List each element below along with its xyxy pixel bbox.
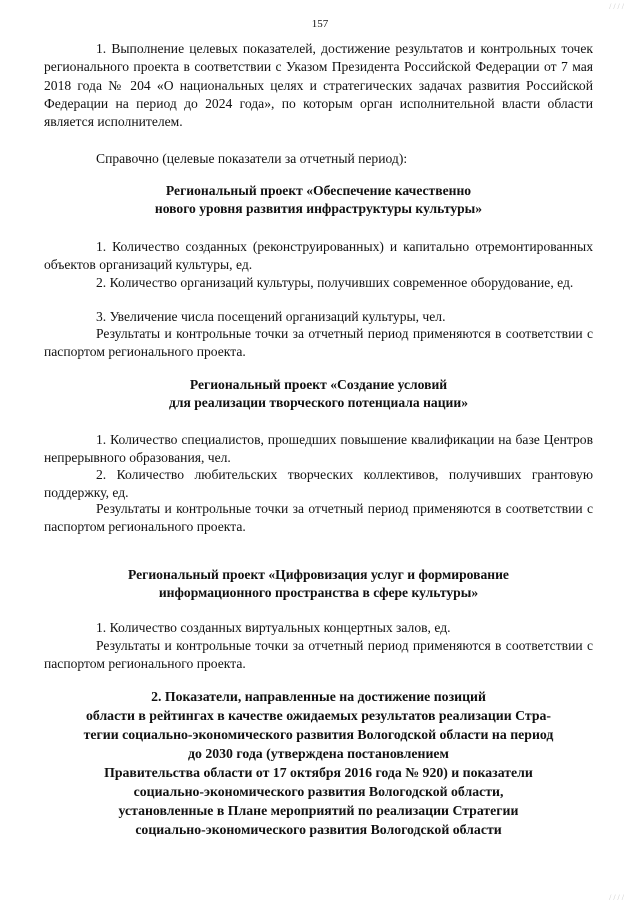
section3-heading: [44, 566, 593, 603]
section1-heading-line1: Региональный проект «Обеспечение качественно: [165, 183, 472, 198]
section4-heading-line5: Правительства области от 17 октября 2016 года № 920) и показатели: [104, 765, 533, 780]
section1-note: Результаты и контрольные точки за отчетный период применяются в соответствии с паспортом регионального проекта.: [44, 326, 593, 360]
section1-item-2: 2. Количество организаций культуры, получивших современное оборудование, ед.: [96, 275, 574, 290]
section4-heading-line6: социально-экономического развития Вологодской области,: [133, 784, 504, 799]
section2-heading: [44, 376, 593, 413]
section4-heading-line3: тегии социально-экономического развития Вологодской области на период: [83, 727, 554, 742]
section1-item-3: 3. Увеличение числа посещений организаций культуры, чел.: [96, 309, 446, 324]
section4-heading-line2: области в рейтингах в качестве ожидаемых результатов реализации Стра-: [85, 708, 552, 723]
section4-heading: [44, 687, 593, 839]
section3-heading-line2: информационного пространства в сфере культуры»: [158, 585, 479, 601]
section3-heading-line1: Региональный проект «Цифровизация услуг и формирование: [128, 567, 509, 582]
section2-heading-line2: для реализации творческого потенциала нации»: [168, 395, 469, 411]
reference-note: Справочно (целевые показатели за отчетный период):: [96, 151, 408, 166]
intro-paragraph: 1. Выполнение целевых показателей, достижение результатов и контрольных точек регионального проекта в соответствии с Указом Президента Российской Федерации от 7 мая 2018 года № 204 «О национальных целях и стратегических задачах развития Российской Федерации на период до 2024 года», по которым орган исполнительной власти области является исполнителем.: [44, 41, 593, 130]
section2-item-2: 2. Количество любительских творческих коллективов, получивших грантовую поддержку, ед.: [44, 467, 593, 501]
section4-heading-line1: 2. Показатели, направленные на достижение позиций: [151, 689, 486, 704]
section3-item-1: 1. Количество созданных виртуальных концертных залов, ед.: [96, 620, 451, 635]
section4-heading-line4: до 2030 года (утверждена постановлением: [188, 746, 449, 761]
section2-item-1: 1. Количество специалистов, прошедших повышение квалификации на базе Центров непрерывного образования, чел.: [44, 432, 593, 466]
section4-heading-line7: установленные в Плане мероприятий по реализации Стратегии: [118, 803, 519, 818]
section1-item-1: 1. Количество созданных (реконструированных) и капитально отремонтированных объектов организаций культуры, ед.: [44, 239, 593, 273]
section2-note: Результаты и контрольные точки за отчетный период применяются в соответствии с паспортом регионального проекта.: [44, 501, 593, 535]
section4-heading-line8: социально-экономического развития Вологодской области: [135, 822, 502, 837]
section2-heading-line1: Региональный проект «Создание условий: [189, 377, 448, 392]
section1-heading-line2: нового уровня развития инфраструктуры культуры»: [154, 201, 483, 217]
corner-mark-top: / / / /: [609, 2, 624, 11]
section1-heading: [44, 182, 593, 219]
corner-mark-bottom: / / / /: [609, 893, 624, 902]
section3-note: Результаты и контрольные точки за отчетный период применяются в соответствии с паспортом регионального проекта.: [44, 638, 593, 672]
page-number: 157: [311, 18, 329, 30]
